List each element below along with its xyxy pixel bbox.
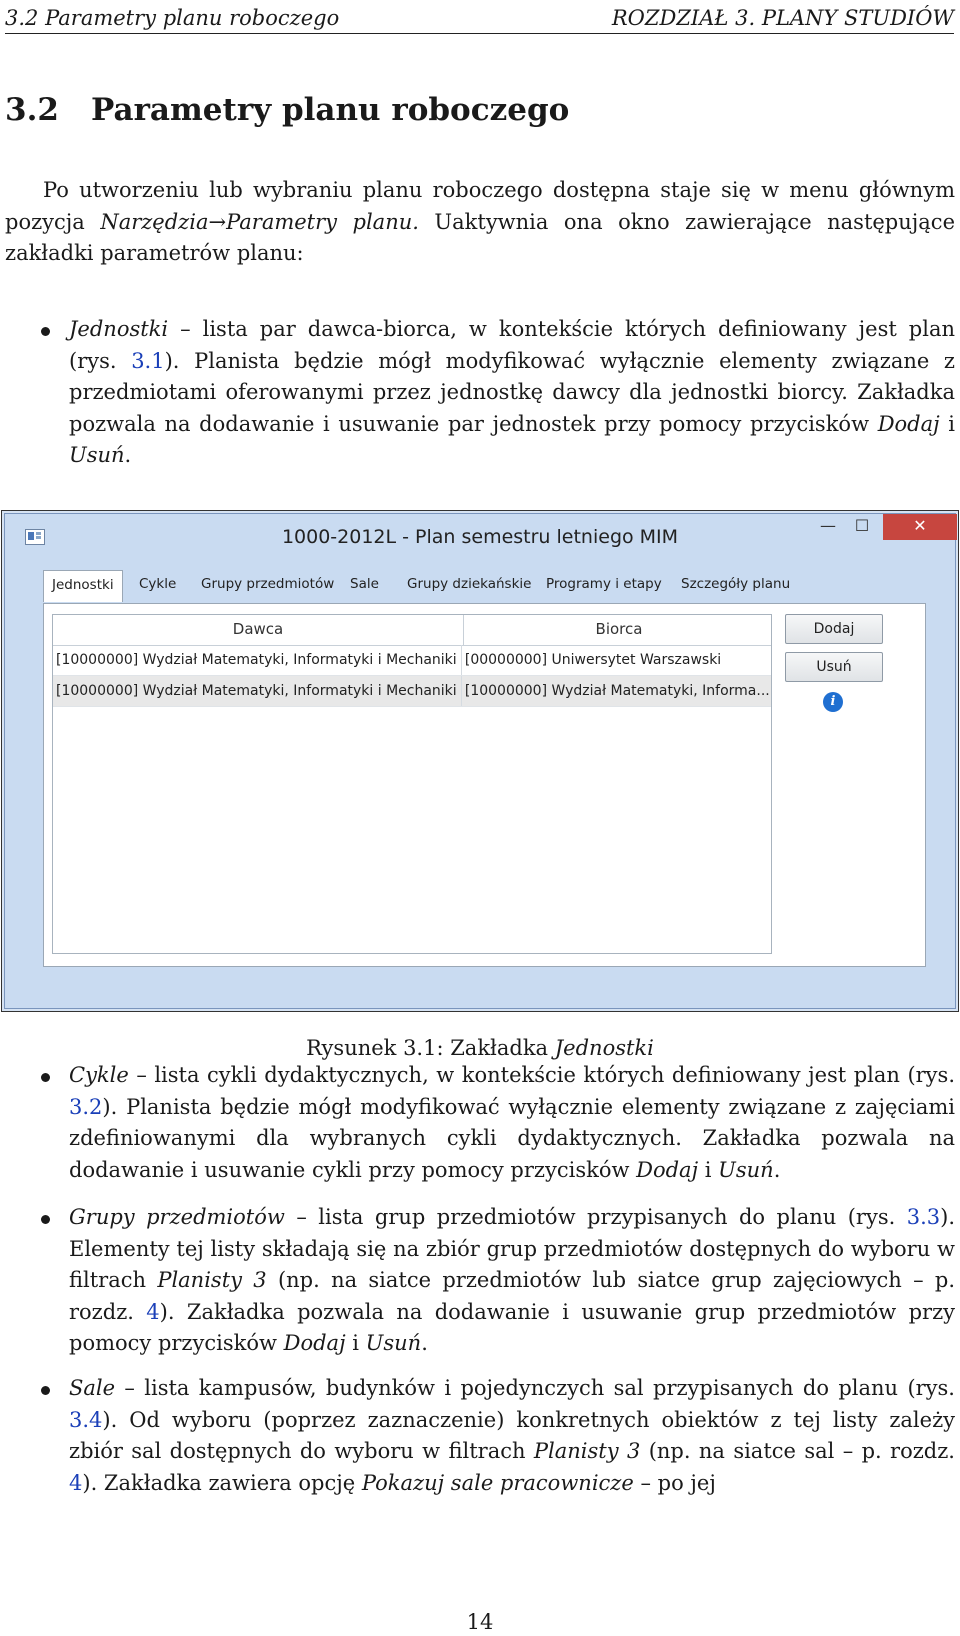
figure-window-screenshot xyxy=(1,510,959,1012)
term-cykle: Cykle xyxy=(69,1063,129,1087)
caption-term: Jednostki xyxy=(554,1036,654,1060)
term-jednostki: Jednostki xyxy=(69,317,169,341)
bullet-text: i xyxy=(698,1157,719,1182)
figure-ref-link[interactable]: 3.3 xyxy=(906,1205,941,1229)
units-grid[interactable] xyxy=(52,614,772,954)
term-usun: Usuń xyxy=(718,1157,774,1182)
tab-panel-jednostki xyxy=(43,603,926,967)
caption-prefix: Rysunek 3.1: Zakładka xyxy=(306,1036,555,1060)
running-header-right: ROZDZIAŁ 3. PLANY STUDIÓW xyxy=(611,6,954,30)
cell-dawca: [10000000] Wydział Matematyki, Informatyki i Mechaniki xyxy=(53,645,462,675)
bullet-grupy-przedmiotow xyxy=(5,1202,955,1360)
minimize-button[interactable]: — xyxy=(820,516,836,535)
intro-text-1: Po utworzeniu lub wybraniu planu roboczego dostępna staje się w menu głównym pozycja xyxy=(5,178,955,234)
bullet-text: (np. na siatce przedmiotów lub siatce grup zajęciowych – p. rozdz. xyxy=(69,1268,955,1324)
figure-ref-link[interactable]: 3.2 xyxy=(69,1094,103,1119)
term-usun: Usuń xyxy=(365,1331,422,1355)
grid-header xyxy=(53,615,771,646)
bullet-text: ). Planista będzie mógł modyfikować wyłącznie elementy związane z przedmiotami oferowanymi przez jednostkę dawcy dla jednostki biorcy. Zakładka pozwala na dodawanie i usuwanie par jednostek przy pomocy przycisków xyxy=(69,348,955,436)
term-dodaj: Dodaj xyxy=(636,1157,699,1182)
figure-caption xyxy=(0,1036,960,1060)
bullet-text: – lista cykli dydaktycznych, w kontekście których definiowany jest plan (rys. xyxy=(128,1063,955,1087)
bullet-text: . xyxy=(124,443,132,467)
bullet-text: ). Zakładka zawiera opcję xyxy=(82,1470,362,1495)
bullet-text: i xyxy=(345,1331,366,1355)
bullet-dot xyxy=(41,1215,50,1224)
intro-paragraph xyxy=(5,175,955,270)
term-planisty: Planisty 3 xyxy=(157,1268,267,1292)
term-sale: Sale xyxy=(69,1376,116,1400)
section-title xyxy=(5,92,569,128)
chapter-ref-link[interactable]: 4 xyxy=(69,1470,83,1495)
term-pokazuj-sale: Pokazuj sale pracownicze xyxy=(361,1470,634,1495)
tab-strip xyxy=(43,570,923,604)
window-frame xyxy=(4,513,956,1009)
maximize-button[interactable]: ☐ xyxy=(854,516,870,535)
remove-button[interactable]: Usuń xyxy=(785,652,883,682)
term-dodaj: Dodaj xyxy=(283,1331,346,1355)
bullet-dot xyxy=(41,327,50,336)
info-icon[interactable]: i xyxy=(823,692,843,712)
bullet-sale xyxy=(5,1373,955,1499)
table-row[interactable] xyxy=(53,676,771,707)
menu-path: Narzędzia→Parametry planu. xyxy=(100,209,419,234)
close-button[interactable]: ✕ xyxy=(883,514,957,540)
tab-jednostki[interactable]: Jednostki xyxy=(43,570,123,602)
bullet-text: – lista par dawca-biorca, w kontekście których definiowany jest plan (rys. xyxy=(69,317,955,373)
chapter-ref-link[interactable]: 4 xyxy=(146,1299,160,1324)
bullet-text: . xyxy=(421,1331,428,1355)
bullet-cykle xyxy=(5,1060,955,1186)
figure-ref-link[interactable]: 3.1 xyxy=(131,348,165,373)
page-number: 14 xyxy=(466,1610,494,1634)
bullet-text: i xyxy=(939,411,955,436)
term-grupy-przedmiotow: Grupy przedmiotów xyxy=(69,1205,285,1229)
intro-text-2: Uaktywnia ona okno zawierające następujące zakładki parametrów planu: xyxy=(5,209,955,265)
bullet-text: ). Zakładka pozwala na dodawanie i usuwanie grup przedmiotów przy pomocy przycisków xyxy=(69,1299,955,1355)
cell-biorca: [00000000] Uniwersytet Warszawski xyxy=(464,652,722,668)
tab-programy-i-etapy[interactable]: Programy i etapy xyxy=(546,576,662,592)
window-title: 1000-2012L - Plan semestru letniego MIM xyxy=(281,526,679,548)
bullet-text: – lista grup przedmiotów przypisanych do planu (rys. xyxy=(284,1205,907,1229)
bullet-dot xyxy=(41,1073,50,1082)
tab-grupy-dziekanskie[interactable]: Grupy dziekańskie xyxy=(407,576,532,592)
bullet-text: . xyxy=(773,1157,781,1182)
add-button[interactable]: Dodaj xyxy=(785,614,883,644)
tab-cykle[interactable]: Cykle xyxy=(139,576,177,592)
running-header-left: 3.2 Parametry planu roboczego xyxy=(5,6,340,30)
bullet-jednostki xyxy=(5,314,955,472)
bullet-text: ). Elementy tej listy składają się na zbiór grup przedmiotów dostępnych do wyboru w filtrach xyxy=(69,1205,956,1292)
section-number: 3.2 xyxy=(5,92,59,128)
bullet-text: ). Od wyboru (poprzez zaznaczenie) konkretnych obiektów z tej listy zależy zbiór sal dostępnych do wyboru w filtrach xyxy=(69,1407,955,1463)
tab-grupy-przedmiotow[interactable]: Grupy przedmiotów xyxy=(201,576,335,592)
window-titlebar[interactable] xyxy=(5,514,955,558)
bullet-text: – po jej xyxy=(633,1470,716,1495)
term-usun: Usuń xyxy=(69,443,125,467)
bullet-text: – lista kampusów, budynków i pojedynczych sal przypisanych do planu (rys. xyxy=(115,1376,955,1400)
column-header-biorca[interactable]: Biorca xyxy=(595,620,643,638)
tab-sale[interactable]: Sale xyxy=(350,576,379,592)
tab-szczegoly-planu[interactable]: Szczegóły planu xyxy=(681,576,791,592)
term-planisty: Planisty 3 xyxy=(533,1439,641,1463)
bullet-dot xyxy=(41,1386,50,1395)
cell-biorca: [10000000] Wydział Matematyki, Informa... xyxy=(464,683,770,699)
figure-ref-link[interactable]: 3.4 xyxy=(69,1407,103,1432)
cell-dawca: [10000000] Wydział Matematyki, Informatyki i Mechaniki xyxy=(53,676,462,706)
term-dodaj: Dodaj xyxy=(877,411,940,436)
table-row[interactable] xyxy=(53,645,771,676)
running-header xyxy=(5,0,954,34)
bullet-text: (np. na siatce sal – p. rozdz. xyxy=(640,1439,955,1463)
column-header-dawca[interactable]: Dawca xyxy=(53,615,464,645)
bullet-text: ). Planista będzie mógł modyfikować wyłącznie elementy związane z zajęciami zdefiniowanymi dla wybranych cykli dydaktycznych. Zakładka pozwala na dodawanie i usuwanie cykli przy pomocy przycisków xyxy=(69,1094,955,1182)
section-title-text: Parametry planu roboczego xyxy=(91,92,570,128)
